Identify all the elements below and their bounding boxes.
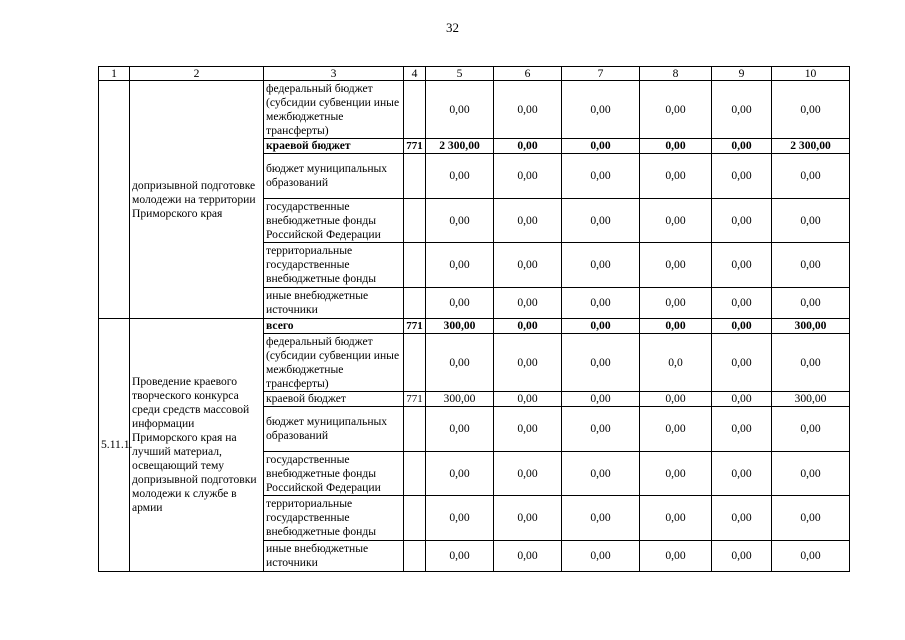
amount-cell: 0,00 bbox=[640, 407, 712, 452]
column-header: 7 bbox=[562, 67, 640, 81]
amount-cell: 0,00 bbox=[772, 541, 850, 572]
amount-cell: 0,00 bbox=[562, 199, 640, 243]
amount-cell: 0,00 bbox=[494, 541, 562, 572]
amount-cell: 0,00 bbox=[772, 288, 850, 319]
amount-cell: 0,00 bbox=[772, 452, 850, 496]
amount-cell: 300,00 bbox=[772, 319, 850, 334]
budget-code bbox=[404, 407, 426, 452]
column-header: 1 bbox=[99, 67, 130, 81]
amount-cell: 300,00 bbox=[426, 392, 494, 407]
table-row bbox=[99, 81, 850, 139]
item-number bbox=[99, 81, 130, 319]
amount-cell: 0,00 bbox=[712, 243, 772, 288]
amount-cell: 0,00 bbox=[640, 288, 712, 319]
amount-cell: 0,00 bbox=[640, 452, 712, 496]
amount-cell: 0,00 bbox=[494, 81, 562, 139]
funding-source: бюджет муниципальных образований bbox=[264, 154, 404, 199]
amount-cell: 0,00 bbox=[426, 452, 494, 496]
amount-cell: 0,00 bbox=[426, 199, 494, 243]
table-row bbox=[99, 319, 850, 334]
budget-code bbox=[404, 452, 426, 496]
amount-cell: 0,00 bbox=[426, 407, 494, 452]
budget-code bbox=[404, 154, 426, 199]
funding-source: государственные внебюджетные фонды Российской Федерации bbox=[264, 452, 404, 496]
amount-cell: 0,00 bbox=[640, 496, 712, 541]
budget-code bbox=[404, 496, 426, 541]
budget-code bbox=[404, 334, 426, 392]
column-header: 6 bbox=[494, 67, 562, 81]
amount-cell: 0,00 bbox=[772, 334, 850, 392]
amount-cell: 0,00 bbox=[640, 392, 712, 407]
amount-cell: 0,00 bbox=[712, 407, 772, 452]
column-header: 5 bbox=[426, 67, 494, 81]
funding-source: федеральный бюджет (субсидии субвенции иные межбюджетные трансферты) bbox=[264, 334, 404, 392]
budget-code bbox=[404, 288, 426, 319]
budget-code bbox=[404, 243, 426, 288]
column-header: 2 bbox=[130, 67, 264, 81]
amount-cell: 0,00 bbox=[712, 139, 772, 154]
amount-cell: 0,00 bbox=[640, 319, 712, 334]
funding-source: территориальные государственные внебюджетные фонды bbox=[264, 243, 404, 288]
amount-cell: 0,00 bbox=[772, 496, 850, 541]
amount-cell: 0,00 bbox=[562, 154, 640, 199]
amount-cell: 0,00 bbox=[562, 452, 640, 496]
item-title: Проведение краевого творческого конкурса среди средств массовой информации Приморского края на лучший материал, освещающий тему допризывной подготовки молодежи к службе в армии bbox=[130, 319, 264, 572]
amount-cell: 0,00 bbox=[562, 81, 640, 139]
column-header: 3 bbox=[264, 67, 404, 81]
amount-cell: 0,00 bbox=[494, 139, 562, 154]
item-title: допризывной подготовке молодежи на территории Приморского края bbox=[130, 81, 264, 319]
funding-source: иные внебюджетные источники bbox=[264, 288, 404, 319]
amount-cell: 0,00 bbox=[494, 392, 562, 407]
column-header: 8 bbox=[640, 67, 712, 81]
funding-source: краевой бюджет bbox=[264, 392, 404, 407]
amount-cell: 0,00 bbox=[640, 243, 712, 288]
amount-cell: 0,00 bbox=[562, 319, 640, 334]
budget-code bbox=[404, 541, 426, 572]
amount-cell: 0,00 bbox=[494, 319, 562, 334]
amount-cell: 0,00 bbox=[640, 154, 712, 199]
page-number: 32 bbox=[446, 20, 459, 35]
amount-cell: 0,00 bbox=[712, 541, 772, 572]
amount-cell: 0,00 bbox=[494, 288, 562, 319]
amount-cell: 0,00 bbox=[712, 496, 772, 541]
amount-cell: 0,00 bbox=[772, 154, 850, 199]
budget-code: 771 bbox=[404, 319, 426, 334]
amount-cell: 0,00 bbox=[562, 392, 640, 407]
amount-cell: 0,00 bbox=[562, 496, 640, 541]
amount-cell: 0,00 bbox=[562, 243, 640, 288]
budget-code: 771 bbox=[404, 139, 426, 154]
amount-cell: 0,00 bbox=[494, 496, 562, 541]
amount-cell: 0,00 bbox=[712, 334, 772, 392]
amount-cell: 0,00 bbox=[712, 392, 772, 407]
amount-cell: 0,00 bbox=[712, 288, 772, 319]
amount-cell: 0,00 bbox=[712, 81, 772, 139]
budget-table bbox=[98, 66, 850, 572]
amount-cell: 0,00 bbox=[494, 334, 562, 392]
amount-cell: 0,00 bbox=[712, 199, 772, 243]
item-number: 5.11.1. bbox=[99, 319, 130, 572]
amount-cell: 0,00 bbox=[562, 288, 640, 319]
amount-cell: 0,00 bbox=[562, 541, 640, 572]
amount-cell: 0,00 bbox=[772, 81, 850, 139]
amount-cell: 0,00 bbox=[640, 541, 712, 572]
amount-cell: 0,00 bbox=[494, 154, 562, 199]
amount-cell: 0,00 bbox=[712, 154, 772, 199]
amount-cell: 0,00 bbox=[494, 199, 562, 243]
amount-cell: 0,00 bbox=[772, 243, 850, 288]
amount-cell: 0,00 bbox=[426, 496, 494, 541]
column-header: 10 bbox=[772, 67, 850, 81]
column-header: 9 bbox=[712, 67, 772, 81]
amount-cell: 0,00 bbox=[494, 243, 562, 288]
amount-cell: 0,0 bbox=[640, 334, 712, 392]
amount-cell: 300,00 bbox=[426, 319, 494, 334]
header-row bbox=[99, 67, 850, 81]
table-body bbox=[99, 67, 850, 572]
funding-source: федеральный бюджет (субсидии субвенции иные межбюджетные трансферты) bbox=[264, 81, 404, 139]
funding-source: государственные внебюджетные фонды Российской Федерации bbox=[264, 199, 404, 243]
budget-code bbox=[404, 199, 426, 243]
amount-cell: 0,00 bbox=[562, 139, 640, 154]
amount-cell: 0,00 bbox=[772, 199, 850, 243]
budget-code bbox=[404, 81, 426, 139]
column-header: 4 bbox=[404, 67, 426, 81]
amount-cell: 0,00 bbox=[562, 334, 640, 392]
funding-source: всего bbox=[264, 319, 404, 334]
amount-cell: 0,00 bbox=[562, 407, 640, 452]
amount-cell: 0,00 bbox=[494, 407, 562, 452]
amount-cell: 0,00 bbox=[426, 81, 494, 139]
amount-cell: 2 300,00 bbox=[426, 139, 494, 154]
amount-cell: 0,00 bbox=[712, 452, 772, 496]
funding-source: территориальные государственные внебюджетные фонды bbox=[264, 496, 404, 541]
amount-cell: 0,00 bbox=[494, 452, 562, 496]
amount-cell: 0,00 bbox=[426, 288, 494, 319]
funding-source: иные внебюджетные источники bbox=[264, 541, 404, 572]
amount-cell: 0,00 bbox=[426, 243, 494, 288]
amount-cell: 2 300,00 bbox=[772, 139, 850, 154]
funding-source: краевой бюджет bbox=[264, 139, 404, 154]
amount-cell: 0,00 bbox=[426, 334, 494, 392]
amount-cell: 0,00 bbox=[772, 407, 850, 452]
funding-source: бюджет муниципальных образований bbox=[264, 407, 404, 452]
amount-cell: 300,00 bbox=[772, 392, 850, 407]
amount-cell: 0,00 bbox=[426, 541, 494, 572]
amount-cell: 0,00 bbox=[426, 154, 494, 199]
amount-cell: 0,00 bbox=[640, 139, 712, 154]
amount-cell: 0,00 bbox=[640, 81, 712, 139]
amount-cell: 0,00 bbox=[640, 199, 712, 243]
amount-cell: 0,00 bbox=[712, 319, 772, 334]
budget-code: 771 bbox=[404, 392, 426, 407]
